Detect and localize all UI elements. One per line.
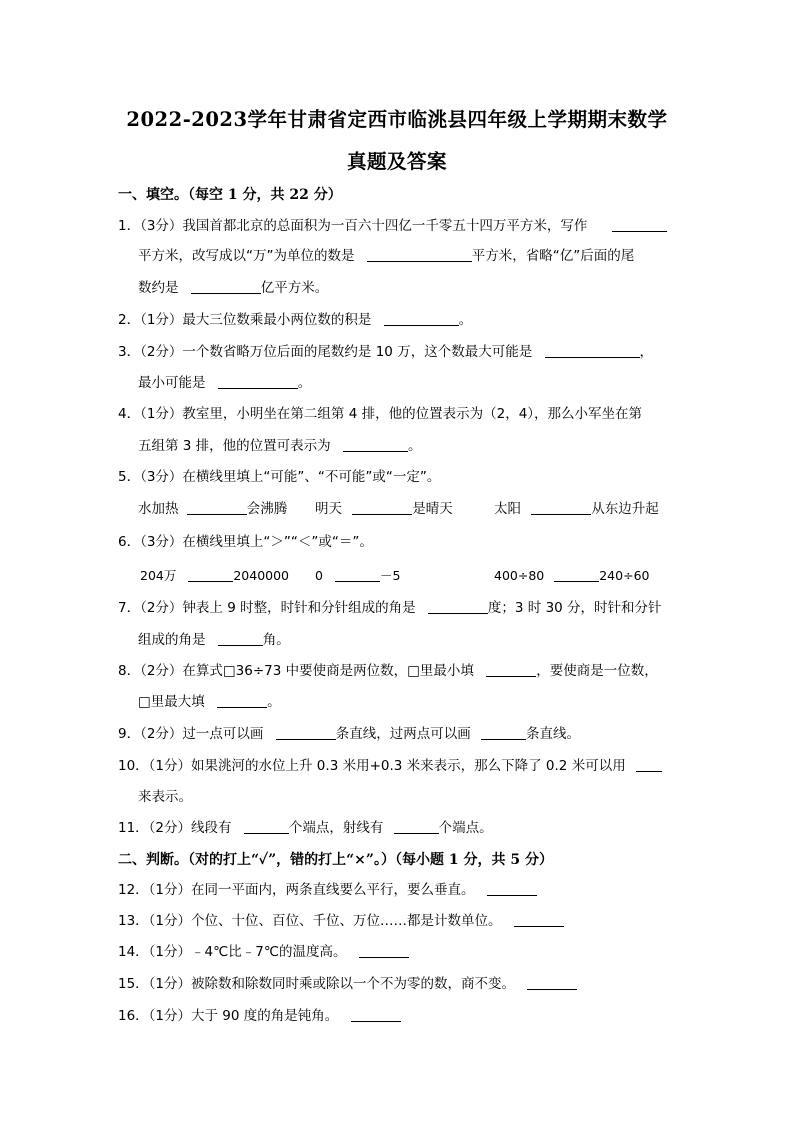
q11-line (118, 818, 493, 838)
q6-blank-2[interactable] (335, 567, 380, 582)
q16-line (118, 1006, 401, 1026)
q6-item3 (494, 566, 649, 586)
q5-blank-2[interactable] (352, 500, 412, 515)
q12-text: 12．（1分）在同一平面内，两条直线要么平行，要么垂直。 (118, 882, 475, 898)
q11-blank-1[interactable] (244, 819, 289, 834)
q1-blank-3[interactable] (191, 279, 261, 294)
q1-text-a: 1．（3分）我国首都北京的总面积为一百六十四亿一千零五十四万平方米，写作 (118, 218, 588, 234)
q11-text-a: 11．（2分）线段有 (118, 820, 232, 836)
q9-blank-2[interactable] (481, 725, 526, 740)
q3-text-b: ， (639, 344, 653, 360)
q6-item1 (140, 566, 289, 586)
q10-text-a: 10．（1分）如果洮河的水位上升 0.3 米用+0.3 米来表示，那么下降了 0.2 米可以用 (118, 758, 626, 774)
q3-text-a: 3．（2分）一个数省略万位后面的尾数约是 10 万，这个数最大可能是 (118, 344, 533, 360)
q9-text-c: 条直线。 (526, 726, 581, 742)
q5-item3 (494, 499, 659, 519)
q8-text-c: □里最大填 (138, 694, 205, 710)
q8-line2 (138, 692, 281, 712)
q2-text-a: 2．（1分）最大三位数乘最小两位数的积是 (118, 312, 372, 328)
q1-blank-1[interactable] (612, 217, 667, 232)
q12-line (118, 880, 537, 900)
q5-item2-a: 明天 (315, 501, 342, 517)
q13-line (118, 911, 564, 931)
section2-heading: 二、判断。（对的打上“✓”，错的打上“×”。）（每小题 1 分，共 5 分） (118, 852, 553, 868)
q14-blank[interactable] (359, 943, 409, 958)
q5-item1-b: 会沸腾 (246, 501, 288, 517)
q5-text-a: 5．（3分）在横线里填上“可能”、“不可能”或“一定”。 (118, 469, 441, 485)
q13-blank[interactable] (514, 912, 564, 927)
q6-blank-3[interactable] (554, 567, 599, 582)
page-title-line2: 真题及答案 (346, 150, 447, 173)
q7-blank-2[interactable] (218, 631, 263, 646)
q15-blank[interactable] (527, 975, 577, 990)
q12-blank[interactable] (487, 881, 537, 896)
q6-item3-b: 240÷60 (599, 568, 650, 583)
q15-line (118, 974, 577, 994)
q11-text-c: 个端点。 (438, 820, 493, 836)
q3-blank-2[interactable] (218, 374, 298, 389)
q5-item2-b: 是晴天 (412, 501, 453, 517)
q4-text-c: 。 (407, 438, 422, 454)
q8-text-d: 。 (267, 694, 281, 710)
q11-blank-2[interactable] (394, 819, 439, 834)
q11-text-b: 个端点，射线有 (288, 820, 384, 836)
q1-blank-2[interactable] (367, 247, 472, 262)
q8-line1 (118, 661, 658, 681)
q1-line2 (138, 246, 634, 266)
q10-line1 (118, 756, 662, 776)
q5-item1-a: 水加热 (138, 501, 179, 517)
q3-line1 (118, 342, 653, 362)
q2-text-b: 。 (458, 312, 473, 328)
q6-item3-a: 400÷80 (494, 568, 545, 583)
q7-text-b: 度；3 时 30 分，时针和分针 (487, 600, 662, 616)
q8-text-b: ，要使商是一位数， (536, 663, 658, 679)
q6-item1-b: 2040000 (233, 568, 290, 583)
q13-text: 13．（1分）个位、十位、百位、千位、万位……都是计数单位。 (118, 913, 502, 929)
q10-line2 (138, 787, 192, 807)
q3-text-d: 。 (297, 375, 312, 391)
q3-text-c: 最小可能是 (138, 375, 206, 391)
q1-line3 (138, 278, 328, 298)
q1-text-e: 亿平方米。 (260, 280, 329, 296)
q6-item2-b: －5 (379, 568, 401, 583)
q7-line2 (138, 630, 290, 650)
q7-text-c: 组成的角是 (138, 632, 206, 648)
q4-text-b: 五组第 3 排，他的位置可表示为 (138, 438, 331, 454)
q3-line2 (138, 373, 311, 393)
q9-line (118, 724, 580, 744)
q6-item2-a: 0 (315, 568, 323, 583)
q5-item3-b: 从东边升起 (591, 501, 659, 517)
q6-text-a: 6．（3分）在横线里填上“＞”“＜”或“＝”。 (118, 534, 373, 550)
q6-item1-a: 204万 (140, 568, 177, 583)
q2-blank[interactable] (384, 311, 459, 326)
q16-text: 16．（1分）大于 90 度的角是钝角。 (118, 1008, 339, 1024)
q4-blank[interactable] (343, 437, 408, 452)
q6-item2 (315, 566, 400, 586)
q8-blank-1[interactable] (486, 662, 536, 677)
q14-text: 14．（1分）﹣4℃比﹣7℃的温度高。 (118, 944, 347, 960)
q8-blank-2[interactable] (217, 693, 267, 708)
q6-blank-1[interactable] (188, 567, 233, 582)
q5-item1 (138, 499, 287, 519)
q2-line (118, 310, 472, 330)
q4-line2 (138, 436, 421, 456)
q10-text-b: 来表示。 (138, 789, 192, 805)
q1-text-d: 数约是 (138, 280, 179, 296)
q5-item2 (315, 499, 453, 519)
page-title-line1: 2022-2023学年甘肃省定西市临洮县四年级上学期期末数学 (126, 108, 668, 131)
q1-text-c: 平方米，省略“亿”后面的尾 (471, 248, 635, 264)
q4-text-a: 4．（1分）教室里，小明坐在第二组第 4 排，他的位置表示为（2，4），那么小军坐在第 (118, 406, 643, 422)
q16-blank[interactable] (351, 1007, 401, 1022)
q10-blank[interactable] (636, 757, 662, 772)
q15-text: 15．（1分）被除数和除数同时乘或除以一个不为零的数，商不变。 (118, 976, 516, 992)
q7-text-a: 7．（2分）钟表上 9 时整，时针和分针组成的角是 (118, 600, 416, 616)
q3-blank-1[interactable] (545, 343, 640, 358)
q9-text-b: 条直线，过两点可以画 (335, 726, 471, 742)
q9-text-a: 9．（2分）过一点可以画 (118, 726, 264, 742)
q5-blank-1[interactable] (187, 500, 247, 515)
q1-line1 (118, 216, 667, 236)
q1-text-b: 平方米，改写成以“万”为单位的数是 (138, 248, 355, 264)
q7-line1 (118, 598, 662, 618)
q6-line1 (118, 532, 373, 552)
q8-text-a: 8．（2分）在算式□36÷73 中要使商是两位数，□里最小填 (118, 663, 474, 679)
q5-line1 (118, 467, 440, 487)
q9-blank-1[interactable] (276, 725, 336, 740)
q7-blank-1[interactable] (428, 599, 488, 614)
q5-blank-3[interactable] (531, 500, 591, 515)
q5-item3-a: 太阳 (494, 501, 521, 517)
q14-line (118, 942, 409, 962)
q7-text-d: 角。 (262, 632, 290, 648)
section1-heading: 一、填空。（每空 1 分，共 22 分） (118, 187, 342, 203)
q4-line1 (118, 404, 642, 424)
